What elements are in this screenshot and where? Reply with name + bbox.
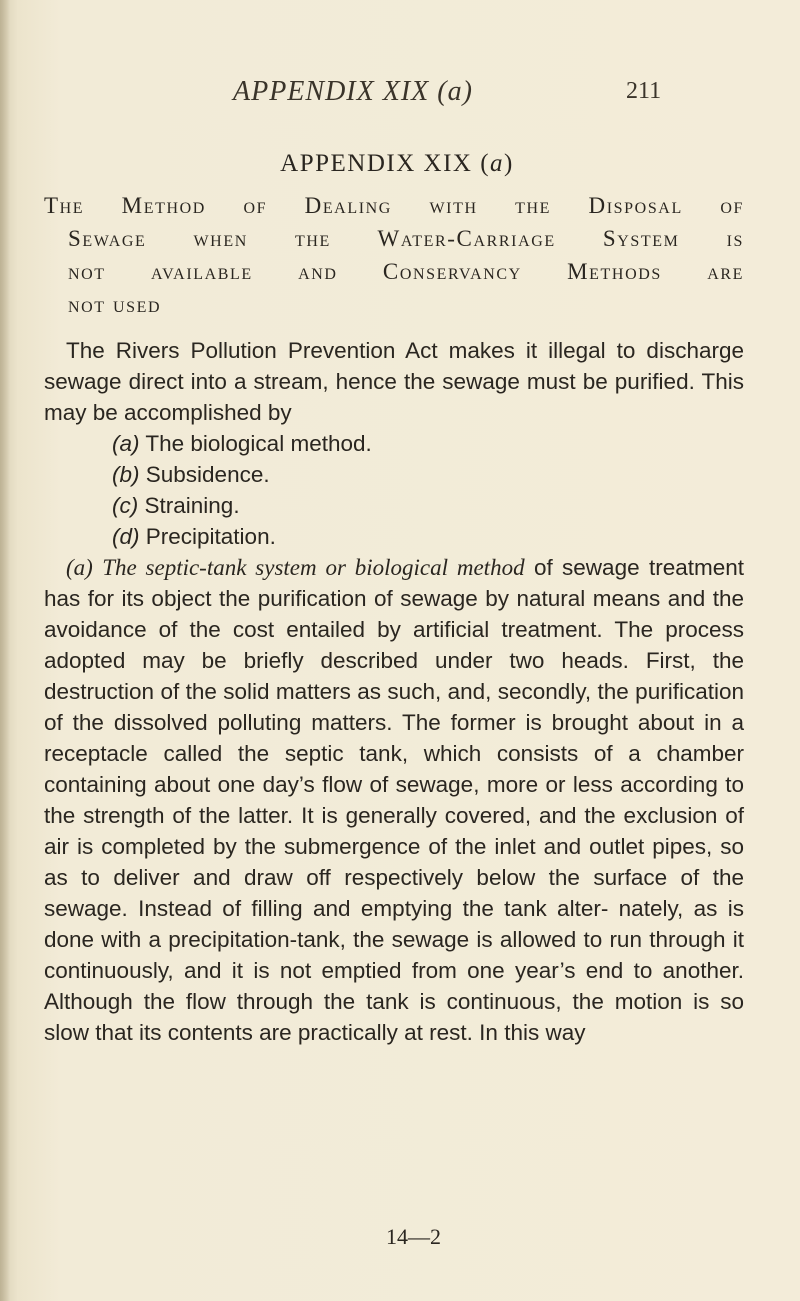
method-label: (a) — [112, 431, 140, 456]
appendix-heading — [44, 148, 744, 179]
section-title: The septic-tank system or biological method — [102, 555, 525, 580]
gutter-shadow — [0, 0, 10, 1301]
septic-tank-paragraph — [44, 552, 744, 1048]
signature-mark: 14—2 — [386, 1224, 441, 1249]
page-number: 211 — [626, 78, 662, 104]
methods-list — [44, 428, 744, 552]
list-item — [112, 490, 744, 521]
running-head — [0, 76, 800, 116]
list-item — [112, 459, 744, 490]
title-line: The Method of Dealing with the Disposal of — [44, 193, 744, 218]
title-line: Sewage when the Water-Carriage System is — [68, 226, 744, 251]
method-text: Precipitation. — [145, 524, 276, 549]
page-content — [44, 148, 744, 1048]
method-text: Straining. — [144, 493, 240, 518]
method-text: The biological method. — [145, 431, 372, 456]
intro-paragraph: The Rivers Pollution Prevention Act makes it illegal to discharge sewage direct into a stream, hence the sewage must be purified. This may be accomplished by — [44, 338, 744, 425]
appendix-heading-prefix: APPENDIX XIX ( — [280, 150, 491, 177]
appendix-heading-suffix: ) — [504, 150, 514, 177]
method-label: (d) — [112, 524, 140, 549]
section-text: of sewage treatment has for its object the purification of sewage by natural means and the avoidance of the cost entailed by artificial treatment. The process adopted may be briefly described under two heads. First, the destruction of the solid matters as such, and, secondly, the purification of the dissolved polluting matters. The former is brought about in a receptacle called the septic tank, which consists of a chamber containing about one day’s flow of sewage, more or less according to the strength of the latter. It is generally covered, and the exclusion of air is completed by the submergence of the inlet and outlet pipes, so as to deliver and draw off respectively below the surface of the sewage. Instead of filling and emptying the tank alter- nately, as is done with a precipitation-tank, the sewage is allowed to run through it continuously, and it is not emptied from one year’s end to another. Although the flow through the tank is continuous, the motion is so slow that its contents are practically at rest. In this way — [44, 555, 744, 1045]
method-label: (c) — [112, 493, 139, 518]
method-label: (b) — [112, 462, 140, 487]
title-line: not used — [68, 292, 162, 317]
appendix-heading-letter: a — [490, 150, 505, 177]
title-line: not available and Conservancy Methods are — [68, 259, 744, 284]
list-item — [112, 428, 744, 459]
section-label: (a) — [66, 555, 93, 580]
running-title: APPENDIX XIX (a) — [233, 76, 473, 107]
list-item — [112, 521, 744, 552]
method-text: Subsidence. — [145, 462, 270, 487]
appendix-title — [44, 189, 744, 321]
